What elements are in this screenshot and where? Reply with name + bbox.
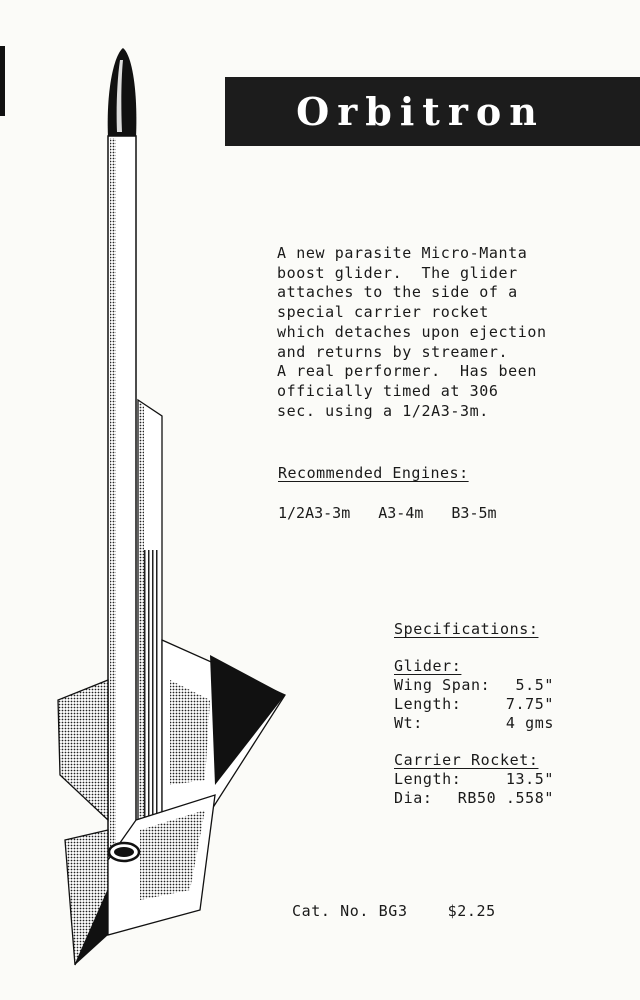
carrier-heading: Carrier Rocket: [394, 751, 539, 769]
engine-item: A3-4m [378, 504, 424, 522]
spec-value: 13.5" [505, 770, 554, 788]
description-line: special carrier rocket [277, 303, 489, 322]
product-title: Orbitron [296, 89, 545, 134]
spec-label: Wing Span: [394, 676, 491, 694]
spec-value: 4 gms [505, 714, 554, 732]
price: $2.25 [447, 902, 496, 920]
description-line: A real performer. Has been [277, 362, 538, 381]
spec-row-weight [394, 714, 554, 733]
spec-value: RB50 .558" [457, 789, 554, 807]
catalog-info [292, 902, 496, 920]
engines-list [278, 504, 578, 522]
description-line: A new parasite Micro-Manta [277, 244, 528, 262]
spec-row-glider-length [394, 695, 554, 714]
spec-value: 7.75" [505, 695, 554, 713]
spec-row-wing-span [394, 676, 554, 695]
description-line: and returns by streamer. [277, 342, 509, 361]
spec-value: 5.5" [515, 676, 554, 694]
engines-heading: Recommended Engines: [278, 464, 469, 482]
spec-label: Dia: [394, 789, 433, 807]
catalog-number: Cat. No. BG3 [292, 902, 408, 920]
description-line: which detaches upon ejection [277, 322, 547, 341]
description-line: officially timed at 306 [277, 381, 499, 400]
spec-label: Length: [394, 770, 462, 788]
engine-item: B3-5m [451, 504, 497, 522]
specifications-heading: Specifications: [394, 620, 539, 638]
description-line: boost glider. The glider [277, 263, 518, 282]
engine-item: 1/2A3-3m [278, 504, 351, 522]
description-line: sec. using a 1/2A3-3m. [277, 401, 489, 420]
specifications [394, 620, 554, 808]
description-line: attaches to the side of a [277, 283, 518, 302]
glider-heading: Glider: [394, 657, 462, 675]
rocket-illustration [40, 40, 300, 970]
product-description [277, 244, 577, 421]
page-edge-mark [0, 46, 5, 116]
spec-label: Wt: [394, 714, 423, 732]
spec-label: Length: [394, 695, 462, 713]
spec-row-carrier-length [394, 770, 554, 789]
spec-row-diameter [394, 789, 554, 808]
